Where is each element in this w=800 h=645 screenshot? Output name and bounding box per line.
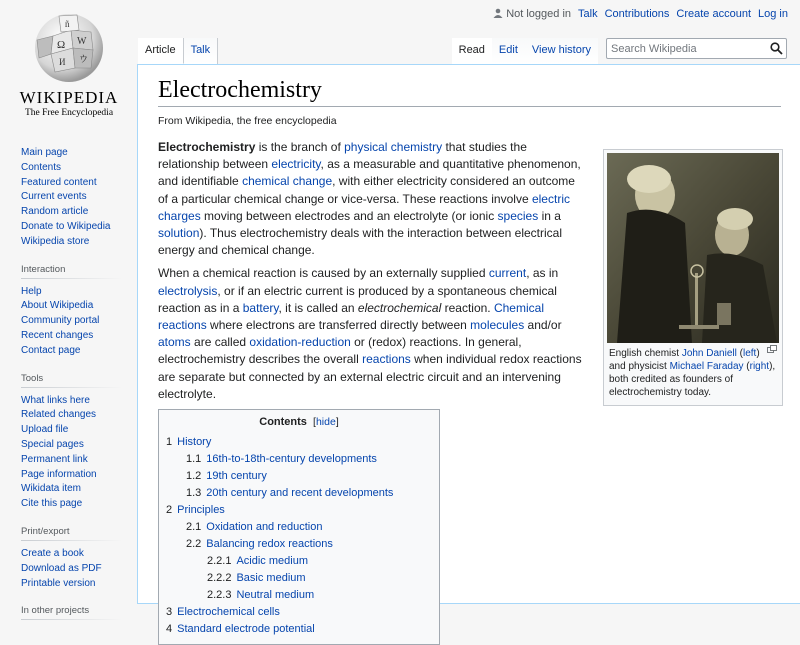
lead-image-caption: English chemist John Daniell (left) and physicist Michael Faraday (right), both credited as founders of electrochemistry today. — [607, 343, 779, 402]
link-molecules[interactable]: molecules — [470, 318, 525, 333]
toc-item-link[interactable]: Balancing redox reactions — [206, 538, 333, 551]
user-icon — [493, 8, 503, 18]
wikipedia-logo[interactable] — [0, 10, 138, 118]
link-species[interactable]: species — [497, 208, 539, 223]
toc-item-number: 1 — [166, 436, 173, 449]
daniell-faraday-photo[interactable] — [607, 153, 779, 343]
sidebar-other-projects — [21, 605, 138, 620]
sidebar-item-upload-file[interactable]: Upload file — [21, 424, 69, 436]
link-john-daniell[interactable]: John Daniell — [681, 348, 737, 359]
sidebar-item-main-page[interactable]: Main page — [21, 147, 68, 158]
toc-item-link[interactable]: 19th century — [206, 470, 267, 483]
svg-text:W: W — [77, 36, 87, 47]
not-logged-in — [493, 8, 571, 20]
sidebar-item-help[interactable]: Help — [21, 285, 42, 297]
sidebar-item-contents[interactable]: Contents — [21, 161, 62, 173]
toc-item[interactable] — [166, 451, 432, 468]
log-in-link[interactable]: Log in — [758, 8, 788, 20]
link-right[interactable]: right — [749, 361, 770, 372]
toc-item-number: 2.1 — [186, 521, 202, 534]
search-input[interactable] — [607, 39, 767, 58]
toc-item-number: 2.2.2 — [207, 572, 232, 585]
toc-item-link[interactable]: Principles — [177, 504, 225, 517]
toc-item-number: 1.2 — [186, 470, 202, 483]
sidebar-item-contact-page[interactable]: Contact page — [21, 344, 81, 356]
interaction-heading: Interaction — [21, 264, 121, 279]
caption-text-2: and physicist — [609, 361, 670, 372]
toc-item-number: 1.1 — [186, 453, 202, 466]
link-physical-chemistry[interactable]: physical chemistry — [344, 140, 443, 154]
toc-list — [166, 434, 432, 638]
not-logged-in-label: Not logged in — [506, 8, 572, 20]
puzzle-globe-icon — [29, 10, 109, 86]
sidebar-item-current-events[interactable]: Current events — [21, 191, 87, 203]
sidebar-item-printable-version[interactable]: Printable version — [21, 577, 96, 589]
sidebar-item-page-information[interactable]: Page information — [21, 468, 97, 480]
toc-item-number: 2 — [166, 504, 173, 517]
contributions-link[interactable]: Contributions — [604, 8, 670, 20]
sidebar-item-download-pdf[interactable]: Download as PDF — [21, 562, 102, 574]
toc-item-link[interactable]: Oxidation and reduction — [206, 521, 323, 534]
create-account-link[interactable]: Create account — [676, 8, 752, 20]
tab-read[interactable]: Read — [452, 38, 492, 64]
tools-heading: Tools — [21, 373, 121, 388]
toc-item-number: 2.2.1 — [207, 555, 232, 568]
svg-text:И: И — [59, 57, 66, 67]
toc-item-number: 4 — [166, 623, 173, 636]
sidebar-item-community-portal[interactable]: Community portal — [21, 315, 100, 327]
toc-hide-link[interactable]: hide — [315, 416, 336, 429]
link-electric-charges[interactable]: electric charges — [158, 191, 570, 223]
sidebar-item-special-pages[interactable]: Special pages — [21, 438, 84, 450]
toc-item[interactable] — [166, 468, 432, 485]
link-reactions[interactable]: reactions — [362, 352, 411, 367]
table-of-contents — [158, 409, 440, 645]
search-icon[interactable] — [770, 42, 783, 55]
daniell-faraday-image — [607, 153, 779, 343]
link-solution[interactable]: solution — [158, 226, 200, 241]
sidebar-item-what-links-here[interactable]: What links here — [21, 394, 90, 406]
link-michael-faraday[interactable]: Michael Faraday — [669, 361, 744, 372]
other-projects-heading: In other projects — [21, 605, 121, 620]
wikipedia-wordmark: WIKIPEDIA — [19, 88, 119, 107]
enlarge-icon[interactable] — [767, 345, 777, 353]
toc-item[interactable] — [166, 570, 432, 587]
sidebar-item-permanent-link[interactable]: Permanent link — [21, 453, 88, 465]
link-electrolysis[interactable]: electrolysis — [158, 283, 218, 298]
sidebar-item-store[interactable]: Wikipedia store — [21, 235, 90, 247]
toc-item-link[interactable]: Basic medium — [236, 572, 306, 585]
article-content — [137, 64, 800, 636]
link-current[interactable]: current — [488, 266, 527, 281]
toc-item[interactable] — [166, 536, 432, 553]
toc-item[interactable] — [166, 434, 432, 451]
site-subtitle: From Wikipedia, the free encyclopedia — [158, 115, 337, 127]
article-body — [158, 139, 588, 403]
sidebar-item-wikidata-item[interactable]: Wikidata item — [21, 483, 82, 495]
toc-item[interactable] — [166, 604, 432, 621]
toc-item-link[interactable]: Electrochemical cells — [177, 606, 280, 619]
link-atoms[interactable]: atoms — [158, 335, 191, 350]
sidebar-item-featured-content[interactable]: Featured content — [21, 176, 97, 188]
link-chemical-change[interactable]: chemical change — [242, 174, 333, 189]
caption-text-3: , both credited as founders of electrochemistry today. — [609, 361, 776, 398]
sidebar-print-export — [21, 526, 138, 591]
toc-item-link[interactable]: 16th-to-18th-century developments — [206, 453, 377, 466]
link-chemical-reactions[interactable]: Chemical reactions — [158, 300, 544, 333]
lead-image-frame — [603, 149, 783, 406]
toc-item-number: 2.2 — [186, 538, 202, 551]
toc-title: Contents — [259, 416, 307, 429]
sidebar-item-random-article[interactable]: Random article — [21, 206, 89, 218]
talk-link[interactable]: Talk — [578, 8, 598, 20]
link-oxidation-reduction[interactable]: oxidation-reduction — [249, 335, 351, 350]
toc-item-number: 3 — [166, 606, 173, 619]
tab-edit[interactable]: Edit — [492, 38, 525, 64]
toc-item-link[interactable]: Standard electrode potential — [177, 623, 315, 636]
toc-item-link[interactable]: Acidic medium — [236, 555, 308, 568]
toc-item[interactable] — [166, 587, 432, 604]
print-export-heading: Print/export — [21, 526, 121, 541]
link-battery[interactable]: battery — [242, 300, 279, 315]
page-title: Electrochemistry — [158, 77, 781, 107]
toc-item[interactable] — [166, 502, 432, 519]
toc-header — [166, 416, 432, 428]
toc-item-link[interactable]: 20th century and recent developments — [206, 487, 394, 500]
personal-tools — [493, 8, 788, 20]
link-electricity[interactable]: electricity — [271, 157, 321, 172]
link-left[interactable]: left — [742, 348, 757, 359]
caption-text-1: English chemist — [609, 348, 682, 359]
toc-item-number: 1.3 — [186, 487, 202, 500]
intro-paragraph-1: Electrochemistry is the branch of physical chemistry that studies the relationship between electricity, as a measurable and quantitative phenomenon, and identifiable chemical change, with either electricity considered an outcome of a particular chemical change or vice-versa. These reactions involve electric charges moving between electrodes and an electrolyte (or ionic species in a solution). Thus electrochemistry deals with the interaction between electrical energy and chemical change. — [158, 140, 581, 258]
sidebar-interaction — [21, 264, 138, 359]
sidebar-navigation — [21, 146, 138, 250]
sidebar-item-about[interactable]: About Wikipedia — [21, 300, 94, 312]
toc-item[interactable] — [166, 621, 432, 638]
tab-talk[interactable]: Talk — [184, 38, 219, 64]
sidebar-item-create-book[interactable]: Create a book — [21, 547, 84, 559]
toc-item-number: 2.2.3 — [207, 589, 232, 602]
toc-item-link[interactable]: Neutral medium — [236, 589, 315, 602]
sidebar-item-donate[interactable]: Donate to Wikipedia — [21, 220, 111, 232]
toc-hide-wrapper: [hide] — [313, 416, 339, 429]
search-box — [606, 38, 787, 59]
sidebar — [0, 140, 138, 634]
tab-article[interactable]: Article — [138, 38, 184, 64]
toc-item-link[interactable]: History — [177, 436, 212, 449]
namespace-tabs — [138, 38, 218, 64]
tab-view-history[interactable]: View history — [525, 38, 598, 64]
toc-item[interactable] — [166, 553, 432, 570]
sidebar-tools — [21, 373, 138, 512]
sidebar-item-cite-this-page[interactable]: Cite this page — [21, 498, 83, 510]
svg-text:Ω: Ω — [57, 39, 66, 51]
svg-text:ウ: ウ — [79, 54, 89, 64]
toc-item[interactable] — [166, 519, 432, 536]
sidebar-item-recent-changes[interactable]: Recent changes — [21, 329, 94, 341]
svg-text:ñ: ñ — [65, 19, 70, 29]
view-tabs — [452, 38, 598, 64]
toc-item[interactable] — [166, 485, 432, 502]
intro-paragraph-2: When a chemical reaction is caused by an externally supplied current, as in electrolysis, or if an electric current is produced by a spontaneous chemical reaction as in a battery, it is called an electrochemical reaction. Chemical reactions where electrons are transferred directly between molecules and/or atoms are called oxidation-reduction or (redox) reactions. In general, electrochemistry describes the overall reactions when individual redox reactions are separate but connected by an external electric circuit and an intervening electrolyte. — [158, 266, 582, 401]
wikipedia-tagline: The Free Encyclopedia — [24, 108, 114, 118]
sidebar-item-related-changes[interactable]: Related changes — [21, 409, 97, 421]
